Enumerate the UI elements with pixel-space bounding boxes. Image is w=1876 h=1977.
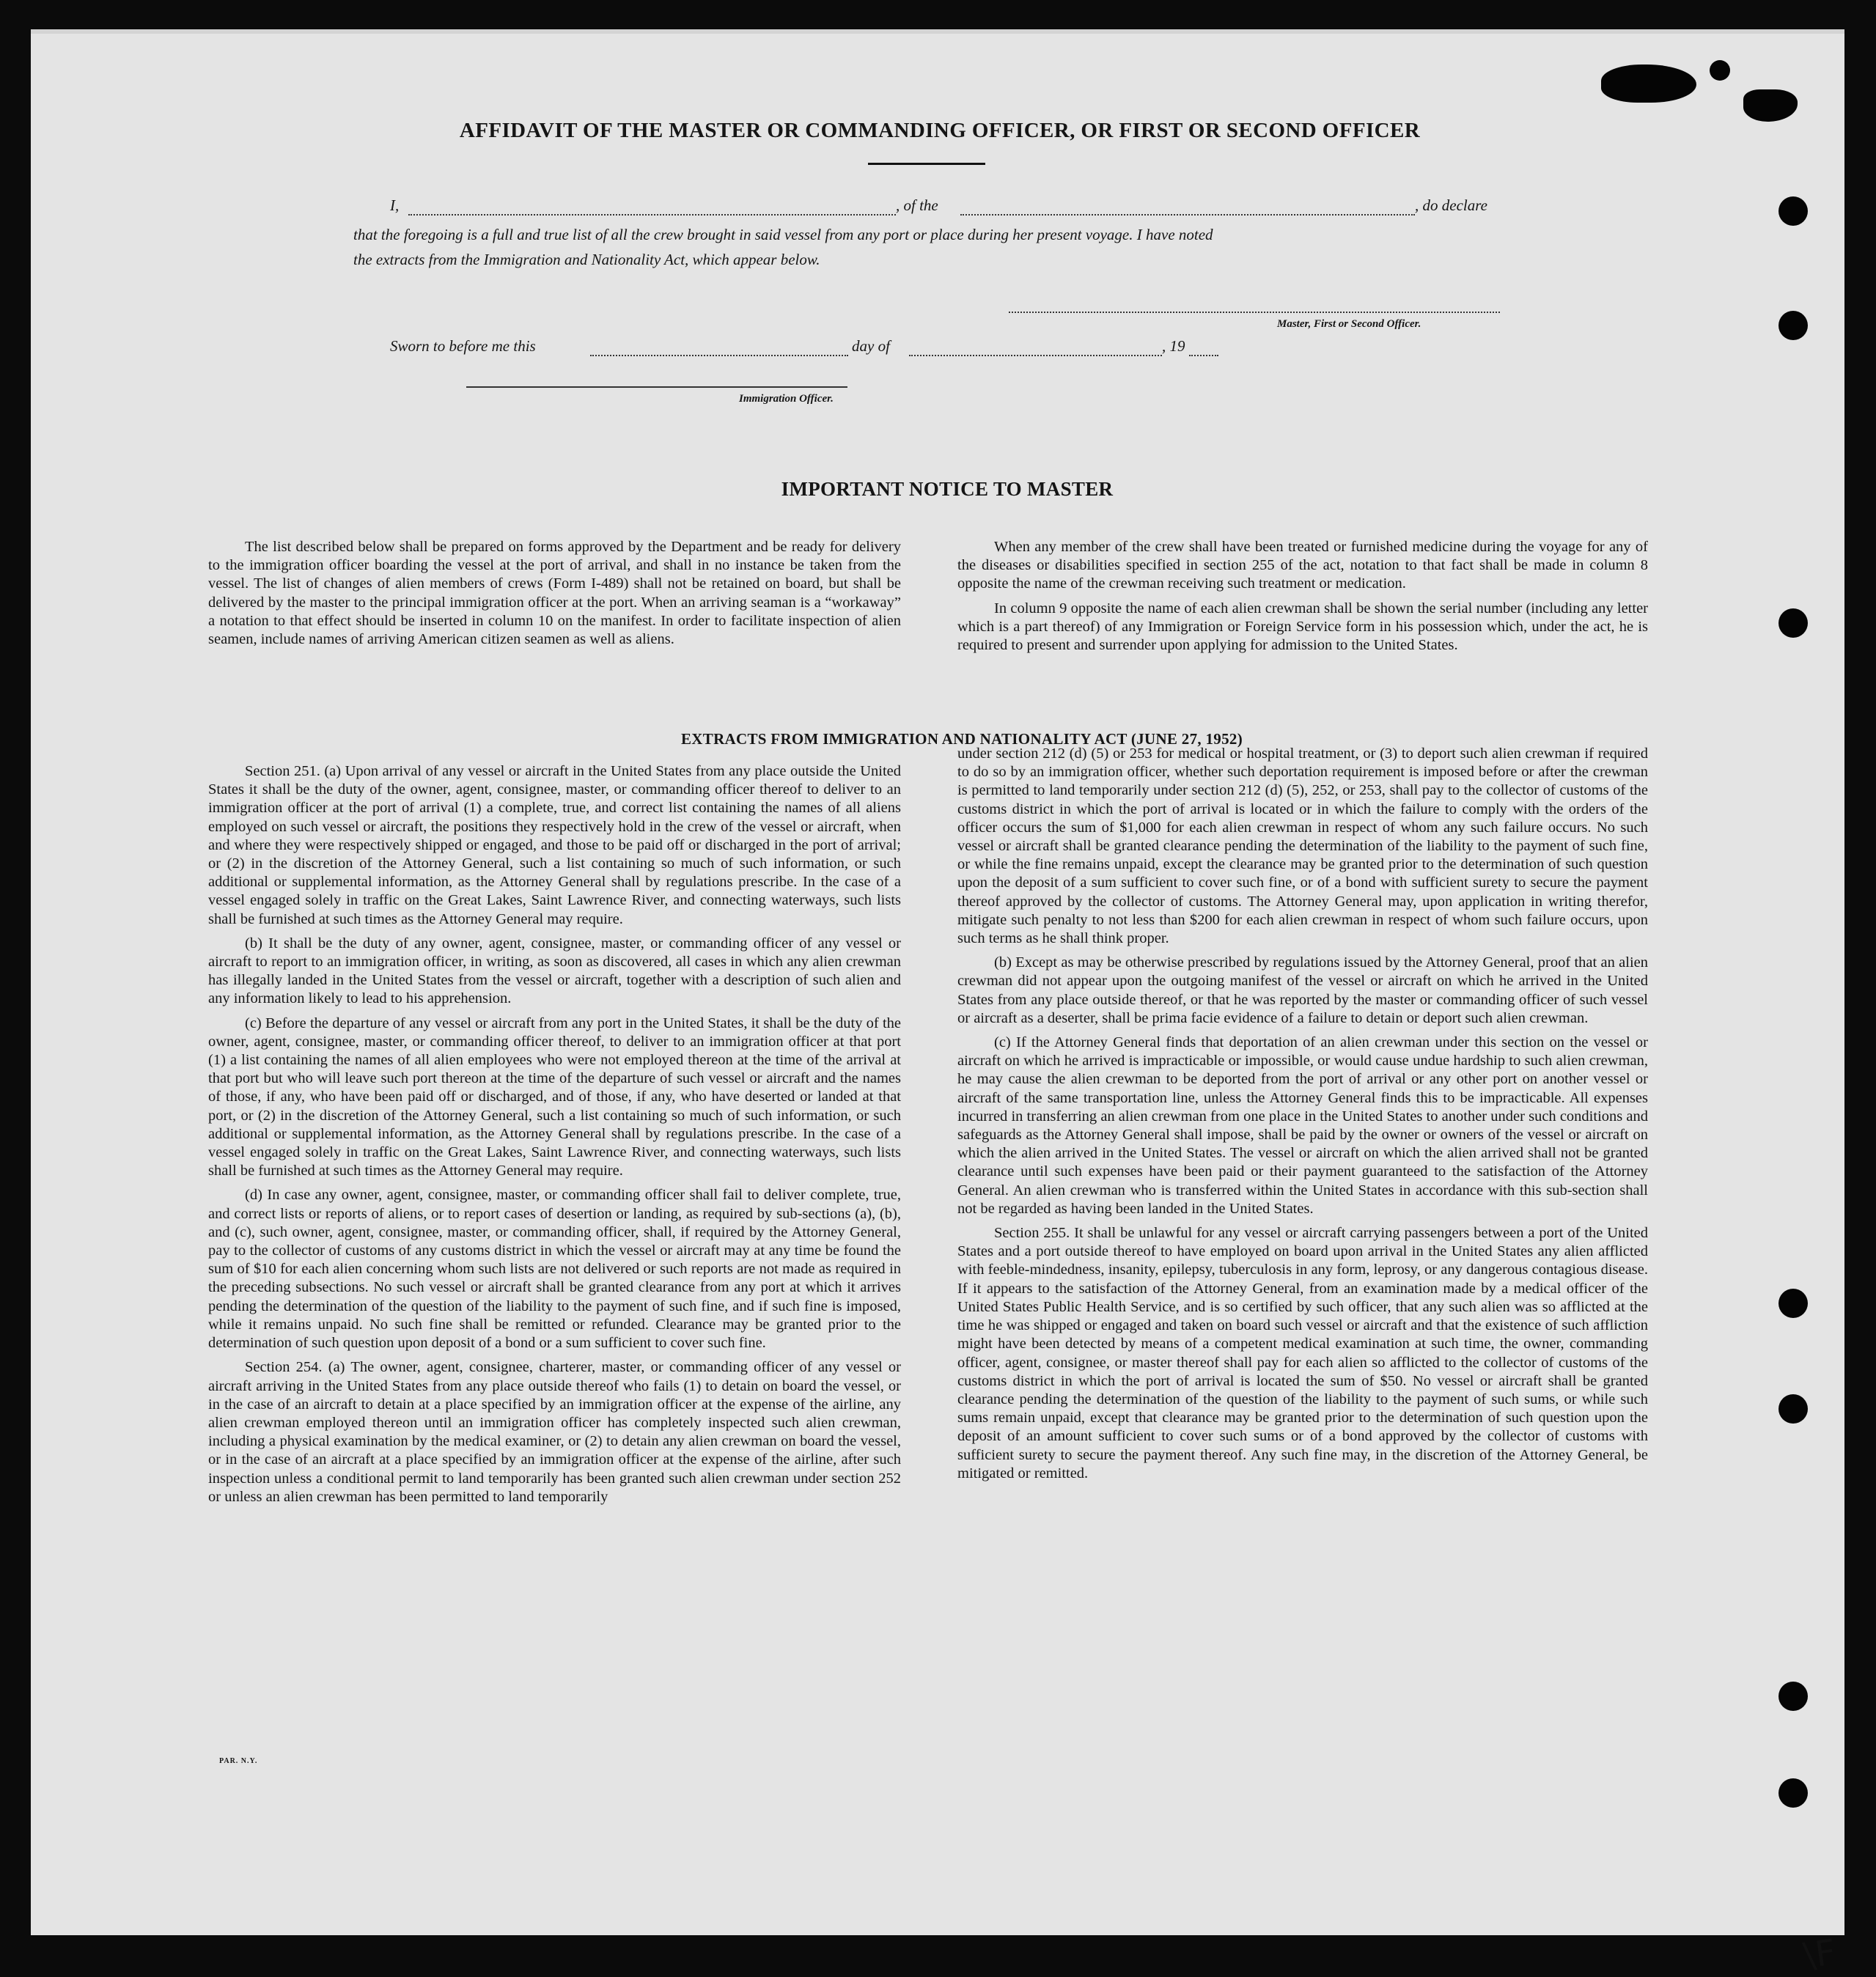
sworn-prefix: Sworn to before me this (390, 337, 536, 355)
sworn-year-blank[interactable] (1189, 355, 1218, 356)
affidavit-title: AFFIDAVIT OF THE MASTER OR COMMANDING OFFICER, OR FIRST OR SECOND OFFICER (459, 119, 1421, 142)
extract-paragraph: (b) It shall be the duty of any owner, agent, consignee, master, or commanding officer of any vessel or aircraft to report to an immigration officer, in writing, as soon as discovered, all cases in which any alien crewman has illegally landed in the United States from the vessel or aircraft, together with a description of such alien and any information likely to lead to his apprehension. (208, 935, 901, 1007)
handwritten-mark: \F (1800, 1932, 1839, 1977)
extract-paragraph: (c) Before the departure of any vessel or aircraft from any port in the United States, it shall be the duty of the owner, agent, consignee, master, or commanding officer thereof, to deliver to an immigration officer at that port (1) a list containing the names of all alien employees who were not employed thereon at the time of the arrival at that port but who will leave such port thereon at the time of the departure of such vessel or aircraft and the names of those, if any, who have been paid off or discharged, and of those, if any, who have deserted or landed at that port, or (2) in the discretion of the Attorney General, such a list containing so much of such information, or such additional or supplemental information, as the Attorney General shall by regulations prescribe. In the case of a vessel engaged solely in traffic on the Great Lakes, Saint Lawrence River, and connecting waterways, such lists shall be furnished at such times as the Attorney General may require. (208, 1015, 901, 1179)
sworn-month-blank[interactable] (909, 355, 1162, 356)
printer-mark: PAR. N.Y. (219, 1757, 258, 1765)
punch-hole (1778, 1289, 1808, 1318)
officer-label: Immigration Officer. (739, 393, 834, 405)
sworn-day-of: day of (852, 337, 890, 355)
extract-paragraph: (c) If the Attorney General finds that deportation of an alien crewman under this section on the vessel or aircraft on which he arrived is impracticable or impossible, or would cause undue hardship to such alien crewman, he may cause the alien crewman to be deported from the port of arrival or any other port on another vessel or aircraft of the same transportation line, unless the Attorney General finds this to be impracticable. All expenses incurred in transferring an alien crewman from one place in the United States to another under such conditions and safeguards as the Attorney General shall impose, shall be paid by the owner or owners of the vessel or aircraft on which the alien arrived in the United States. The vessel or aircraft on which the alien arrived shall not be granted clearance until such expenses have been paid or their payment guaranteed to the satisfaction of the Attorney General. An alien crewman who is transferred within the United States in accordance with this sub-section shall not be regarded as having been landed in the United States. (957, 1034, 1648, 1217)
affidavit-line2: that the foregoing is a full and true list of all the crew brought in said vessel from any port or place during her present voyage. I have noted (353, 226, 1213, 243)
extracts-title: EXTRACTS FROM IMMIGRATION AND NATIONALITY ACT (JUNE 27, 1952) (681, 730, 1243, 748)
affidavit-declare: , do declare (1415, 196, 1487, 214)
punch-hole (1778, 196, 1808, 226)
sworn-day-blank[interactable] (590, 355, 848, 356)
sworn-year: , 19 (1162, 337, 1185, 355)
punch-hole (1778, 1778, 1808, 1808)
notice-right-column (957, 538, 1648, 655)
punch-hole (1778, 1682, 1808, 1711)
affidavit-i: I, (390, 196, 400, 214)
notice-left-paragraph: The list described below shall be prepared on forms approved by the Department and be ready for delivery to the immigration officer boarding the vessel at the port of arrival, and shall in no instance be taken from the vessel. The list of changes of alien members of crews (Form I-489) shall not be retained on board, but shall be delivered by the master to the principal immigration officer at the port. When an arriving seaman is a “workaway” a notation to that effect should be inserted in column 10 on the manifest. In order to facilitate inspection of alien seamen, include names of arriving American citizen seamen as well as aliens. (208, 539, 901, 648)
ink-blot (1743, 89, 1798, 122)
extract-paragraph: under section 212 (d) (5) or 253 for medical or hospital treatment, or (3) to deport such alien crewman if required to do so by an immigration officer, whether such deportation requirement is imposed before or after the crewman is permitted to land temporarily under section 212 (d) (5), 252, or 253, shall pay to the collector of customs of the customs district in which the port of arrival is located or in which the failure to comply with the orders of the officer occurs the sum of $1,000 for each alien crewman in respect of whom any such failure occurs. No such vessel or aircraft shall be granted clearance pending the determination of the liability to the payment of such fine, or while the fine remains unpaid, except the clearance may be granted prior to the determination of such question upon the deposit of a sum sufficient to cover such fine, or of a bond with sufficient surety to secure the payment thereof approved by the collector of customs. The Attorney General may, upon application in writing therefor, mitigate such penalty to not less than $200 for each alien crewman in respect of whom such failure occurs, upon such terms as he shall think proper. (957, 745, 1648, 947)
ink-blot (1601, 65, 1696, 103)
signature-blank[interactable] (1009, 312, 1500, 313)
punch-hole (1778, 608, 1808, 638)
officer-signature-line[interactable] (466, 386, 847, 388)
vessel-blank[interactable] (960, 214, 1415, 216)
signature-label: Master, First or Second Officer. (1277, 318, 1421, 330)
title-rule (868, 163, 985, 165)
ink-blot (1710, 60, 1730, 81)
extract-paragraph: Section 254. (a) The owner, agent, consignee, charterer, master, or commanding officer of any vessel or aircraft arriving in the United States from any place outside thereof who fails (1) to detain on board the vessel, or in the case of an aircraft to detain at a place specified by an immigration officer at the expense of the airline, any alien crewman employed thereon until an immigration officer has completely inspected such alien crewman, including a physical examination by the medical examiner, or (2) to detain any alien crewman on board the vessel, or in the case of an aircraft at a place specified by an immigration officer at the expense of the airline, after such inspection unless a conditional permit to land temporarily has been granted such alien crewman under section 252 or unless an alien crewman has been permitted to land temporarily (208, 1359, 901, 1505)
name-blank[interactable] (408, 214, 896, 216)
notice-left-column (208, 538, 901, 649)
extract-paragraph: (b) Except as may be otherwise prescribed by regulations issued by the Attorney General, proof that an alien crewman did not appear upon the outgoing manifest of the vessel or aircraft on which he arrived in the United States from any place outside thereof, or that he was reported by the master or commanding officer of such vessel or aircraft as a deserter, shall be prima facie evidence of a failure to detain or deport such alien crewman. (957, 954, 1648, 1026)
notice-right-paragraph-2: In column 9 opposite the name of each alien crewman shall be shown the serial number (including any letter which is a part thereof) of any Immigration or Foreign Service form in his possession which, under the act, he is required to present and surrender upon applying for admission to the United States. (957, 600, 1648, 654)
extracts-left-column (208, 762, 901, 1506)
document-page (31, 29, 1844, 1977)
extract-paragraph: Section 255. It shall be unlawful for any vessel or aircraft carrying passengers between a port of the United States and a port outside thereof to have employed on board upon arrival in the United States any alien afflicted with feeble-mindedness, insanity, epilepsy, tuberculosis in any form, leprosy, or any dangerous contagious disease. If it appears to the satisfaction of the Attorney General, from an examination made by a medical officer of the United States Public Health Service, and is so certified by such officer, that any such alien was so afflicted at the time he was shipped or engaged and taken on board such vessel or aircraft and that the existence of such affliction might have been detected by means of a competent medical examination at such time, the owner, commanding officer, agent, consignee, or master thereof shall pay for each alien so afflicted to the collector of customs of the customs district in which the port of arrival is located the sum of $50. No vessel or aircraft shall be granted clearance pending the determination of the question of the liability to the payment of such sums, or while such sums remain unpaid, except that clearance may be granted prior to the determination of such question upon the deposit of an amount sufficient to cover such sums or of a bond approved by the collector of customs with sufficient surety to secure the payment thereof. Any such fine may, in the discretion of the Attorney General, be mitigated or remitted. (957, 1225, 1648, 1481)
extract-paragraph: (d) In case any owner, agent, consignee, master, or commanding officer shall fail to deliver complete, true, and correct lists or reports of aliens, or to report cases of desertion or landing, as required by sub-sections (a), (b), and (c), such owner, agent, consignee, master, or commanding officer, shall, if required by the Attorney General, pay to the collector of customs of any customs district in which the vessel or aircraft may at any time be found the sum of $10 for each alien concerning whom such lists are not delivered or such reports are not made as required in the preceding subsections. No such vessel or aircraft shall be granted clearance from any port at which it arrives pending the determination of the question of the liability to the payment of such fine, and if such fine is imposed, while it remains unpaid. No such fine shall be remitted or refunded. Clearance may be granted prior to the determination of such question upon deposit of a bond or a sum sufficient to cover such fine. (208, 1187, 901, 1352)
punch-hole (1778, 1394, 1808, 1424)
affidavit-of-the: , of the (896, 196, 938, 214)
affidavit-line3: the extracts from the Immigration and Nationality Act, which appear below. (353, 251, 820, 268)
notice-right-paragraph-1: When any member of the crew shall have been treated or furnished medicine during the voyage for any of the diseases or disabilities specified in section 255 of the act, notation to that fact shall be made in column 8 opposite the name of the crewman receiving such treatment or medication. (957, 539, 1648, 592)
notice-title: IMPORTANT NOTICE TO MASTER (781, 478, 1114, 500)
extract-paragraph: Section 251. (a) Upon arrival of any vessel or aircraft in the United States from any place outside the United States it shall be the duty of the owner, agent, consignee, master, or commanding officer thereof to deliver to an immigration officer at the port of arrival (1) a complete, true, and correct list containing the names of all aliens employed on such vessel or aircraft, the positions they respectively hold in the crew of the vessel or aircraft, when and where they were respectively shipped or engaged, and those to be paid off or discharged in the port of arrival; or (2) in the discretion of the Attorney General, such a list containing so much of such information, or such additional or supplemental information, as the Attorney General shall by regulations prescribe. In the case of a vessel engaged solely in traffic on the Great Lakes, Saint Lawrence River, and connecting waterways, such lists shall be furnished at such times as the Attorney General may require. (208, 763, 901, 927)
extracts-right-column (957, 745, 1648, 1483)
page-top-edge (31, 29, 1844, 34)
punch-hole (1778, 311, 1808, 340)
